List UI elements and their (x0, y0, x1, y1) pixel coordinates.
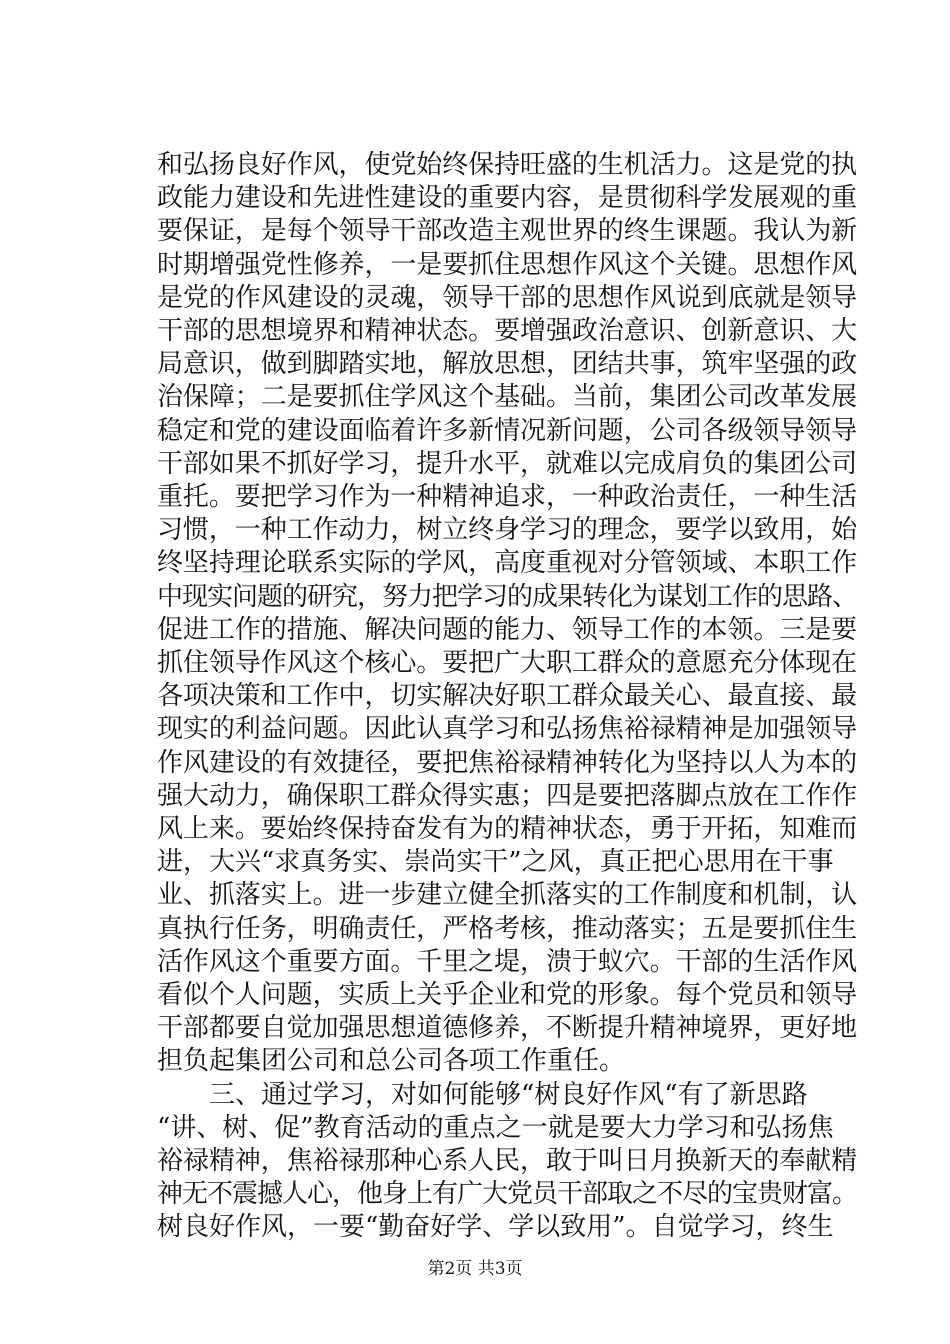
text-line: 担负起集团公司和总公司各项工作重任。 (157, 1046, 626, 1077)
text-line: 活作风这个重要方面。千里之堤，溃于蚁穴。干部的生活作风 (157, 946, 858, 977)
text-line: 稳定和党的建设面临着许多新情况新问题，公司各级领导领导 (157, 415, 858, 446)
text-line: “讲、树、促”教育活动的重点之一就是要大力学习和弘扬焦 (157, 1112, 834, 1143)
text-line: 终坚持理论联系实际的学风，高度重视对分管领域、本职工作 (157, 548, 858, 579)
text-line: 干部如果不抓好学习，提升水平，就难以完成肩负的集团公司 (157, 448, 858, 479)
text-line: 神无不震撼人心，他身上有广大党员干部取之不尽的宝贵财富。 (157, 1179, 858, 1210)
text-line: 治保障；二是要抓住学风这个基础。当前，集团公司改革发展 (157, 382, 858, 413)
text-line: 树良好作风，一要“勤奋好学、学以致用”。自觉学习，终生 (157, 1212, 834, 1243)
text-line: 抓住领导作风这个核心。要把广大职工群众的意愿充分体现在 (157, 648, 858, 678)
text-line: 促进工作的措施、解决问题的能力、领导工作的本领。三是要 (157, 614, 858, 645)
text-line: 裕禄精神，焦裕禄那种心系人民，敢于叫日月换新天的奉献精 (157, 1146, 858, 1176)
text-line: 进，大兴“求真务实、崇尚实干”之风，真正把心思用在干事 (157, 847, 834, 878)
text-line: 是党的作风建设的灵魂，领导干部的思想作风说到底就是领导 (157, 282, 858, 313)
text-line: 时期增强党性修养，一是要抓住思想作风这个关键。思想作风 (157, 249, 858, 280)
text-line: 要保证，是每个领导干部改造主观世界的终生课题。我认为新 (157, 216, 858, 247)
text-line: 政能力建设和先进性建设的重要内容，是贯彻科学发展观的重 (157, 183, 858, 214)
text-line: 习惯，一种工作动力，树立终身学习的理念，要学以致用，始 (157, 515, 858, 546)
text-line: 强大动力，确保职工群众得实惠；四是要把落脚点放在工作作 (157, 780, 858, 811)
text-line: 各项决策和工作中，切实解决好职工群众最关心、最直接、最 (157, 681, 858, 712)
text-line: 风上来。要始终保持奋发有为的精神状态，勇于开拓，知难而 (157, 814, 858, 844)
page-number-footer: 第2页 共3页 (427, 1259, 523, 1279)
text-line: 真执行任务，明确责任，严格考核，推动落实；五是要抓住生 (157, 913, 858, 944)
text-line: 现实的利益问题。因此认真学习和弘扬焦裕禄精神是加强领导 (157, 714, 858, 745)
text-line: 和弘扬良好作风，使党始终保持旺盛的生机活力。这是党的执 (157, 150, 858, 180)
text-line: 中现实问题的研究，努力把学习的成果转化为谋划工作的思路、 (157, 581, 858, 612)
text-line: 干部的思想境界和精神状态。要增强政治意识、创新意识、大 (157, 316, 858, 346)
text-line: 重托。要把学习作为一种精神追求，一种政治责任，一种生活 (157, 482, 858, 512)
text-line: 业、抓落实上。进一步建立健全抓落实的工作制度和机制，认 (157, 880, 858, 911)
text-line: 作风建设的有效捷径，要把焦裕禄精神转化为坚持以人为本的 (157, 747, 858, 778)
text-line: 干部都要自觉加强思想道德修养，不断提升精神境界，更好地 (157, 1013, 858, 1044)
text-line: 看似个人问题，实质上关乎企业和党的形象。每个党员和领导 (157, 980, 858, 1010)
text-line: 局意识，做到脚踏实地，解放思想，团结共事，筑牢坚强的政 (157, 349, 858, 380)
text-line: 三、通过学习，对如何能够“树良好作风“有了新思路 (157, 1079, 808, 1110)
